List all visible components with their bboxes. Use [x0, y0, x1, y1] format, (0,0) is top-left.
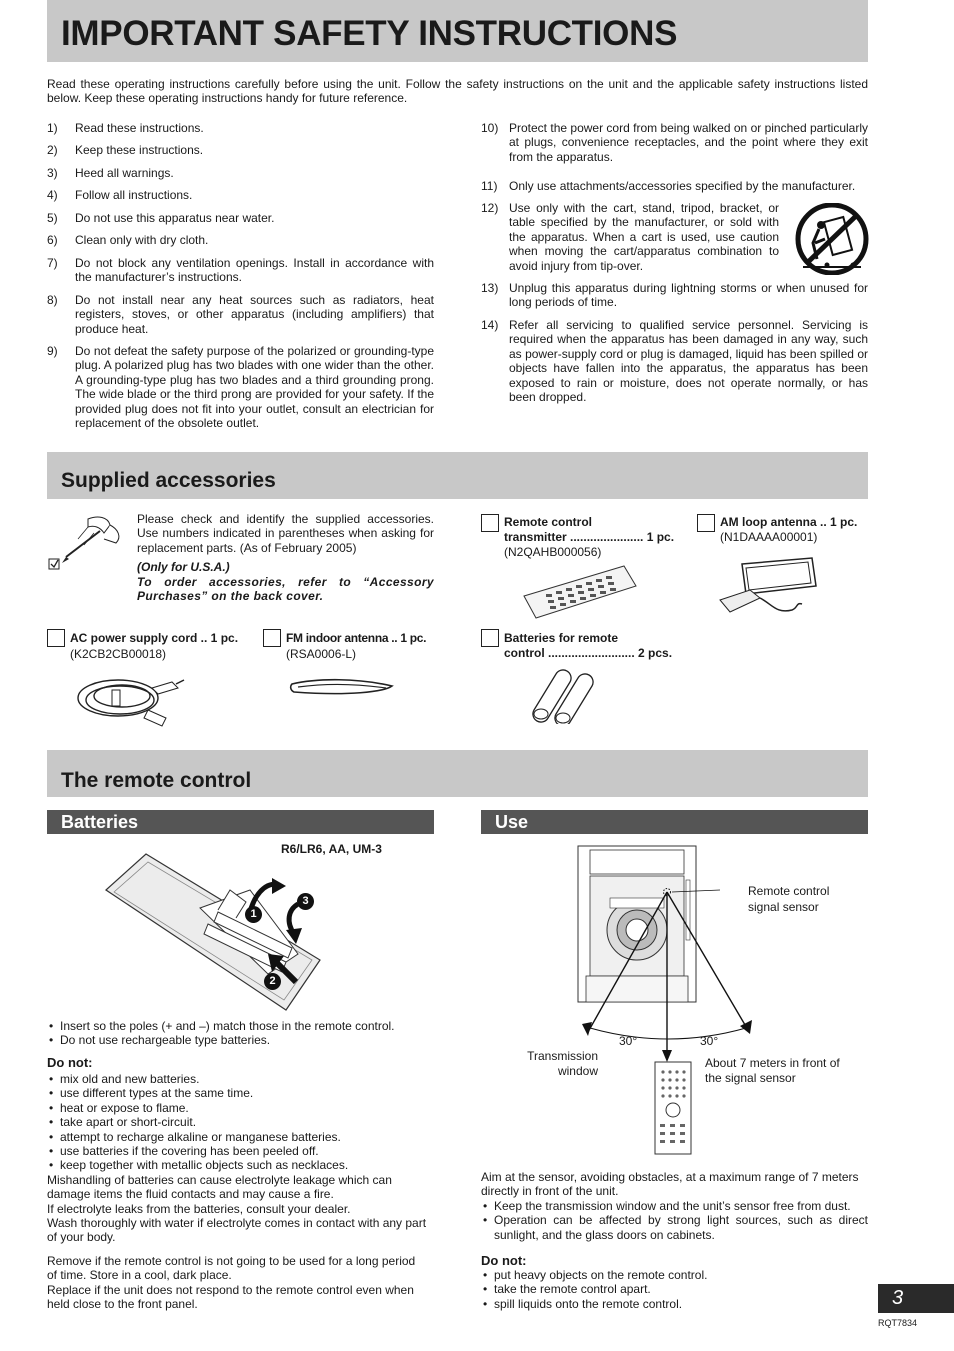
instruction-number: 6): [47, 233, 58, 247]
doc-code: RQT7834: [878, 1318, 918, 1328]
checkbox-ac-cord[interactable]: [47, 629, 65, 647]
use-bullet: • Keep the transmission window and the unit’s sensor free from dust.: [481, 1199, 868, 1213]
battery-bullet: • Do not use rechargeable type batteries.: [47, 1033, 434, 1047]
use-do-not-label: Do not:: [481, 1253, 527, 1268]
accessory-remote-line1: Remote control: [504, 515, 593, 529]
accessory-batteries-line1: Batteries for remote: [504, 631, 619, 645]
step-1-badge: 1: [245, 906, 262, 923]
title-bar: [47, 0, 868, 62]
pen-check-icon: [48, 513, 130, 571]
battery-dont: • attempt to recharge alkaline or manganese batteries.: [47, 1130, 434, 1144]
accessory-remote-part: (N2QAHB000056): [504, 545, 602, 559]
instruction-text: Keep these instructions.: [75, 143, 204, 157]
ac-cord-illustration: [72, 666, 192, 734]
instruction-number: 7): [47, 256, 58, 270]
instruction-number: 14): [481, 318, 499, 332]
page-title: IMPORTANT SAFETY INSTRUCTIONS: [61, 14, 678, 53]
step-2-badge: 2: [264, 973, 281, 990]
instruction-text: Do not defeat the safety purpose of the polarized or grounding-type plug. A polarized plug has two blades with one wider than the other. A grounding-type plug has two blades and a third grounding prong. The wide blade or the third prong are provided for your safety. If the provided plug does not fit into your outlet, consult an electrician for replacement of the obsolete outlet.: [75, 344, 434, 431]
instruction-number: 3): [47, 166, 58, 180]
angle-left-label: 30°: [619, 1034, 638, 1048]
battery-dont: • mix old and new batteries.: [47, 1072, 434, 1086]
use-subheading: Use: [481, 810, 868, 834]
page-number: 3: [892, 1287, 904, 1309]
fm-antenna-illustration: [288, 674, 398, 704]
window-label-1: Transmission: [527, 1049, 598, 1063]
intro-text: Read these operating instructions carefully before using the unit. Follow the safety instructions on the unit and the applicable safety instructions listed below. Keep these operating instructions handy for future reference.: [47, 77, 868, 106]
instruction-text: Use only with the cart, stand, tripod, bracket, or table specified by the manufacturer, or sold with the apparatus. When a cart is used, use caution when moving the cart/apparatus combination to avoid injury from tip-over.: [509, 201, 779, 273]
instruction-text: Unplug this apparatus during lightning storms or when unused for long periods of time.: [509, 281, 868, 310]
unit-remote-diagram: [560, 840, 760, 1160]
battery-bullets: [47, 1019, 434, 1048]
battery-dont: • heat or expose to flame.: [47, 1101, 434, 1115]
accessories-note: Please check and identify the supplied accessories. Use numbers indicated in parentheses when asking for replacement parts. (As of February 2005): [137, 512, 434, 555]
accessory-am-line1: AM loop antenna .. 1 pc.: [720, 515, 858, 529]
instruction-text: Protect the power cord from being walked on or pinched particularly at plugs, convenience receptacles, and the point where they exit from the apparatus.: [509, 121, 868, 164]
accessories-heading: Supplied accessories: [61, 469, 276, 492]
remote-illustration: [520, 562, 640, 620]
instruction-number: 4): [47, 188, 58, 202]
accessory-ac-part: (K2CB2CB00018): [70, 647, 167, 661]
page-number-tab: [878, 1284, 954, 1313]
instruction-number: 11): [481, 179, 498, 193]
replace-text: Replace if the unit does not respond to the remote control even when held close to the front panel.: [47, 1283, 414, 1312]
accessory-fm-part: (RSA0006-L): [286, 647, 357, 661]
instruction-text: Clean only with dry cloth.: [75, 233, 209, 247]
instruction-number: 8): [47, 293, 58, 307]
use-dont: • spill liquids onto the remote control.: [481, 1297, 868, 1311]
instruction-number: 2): [47, 143, 58, 157]
checkbox-batteries[interactable]: [481, 629, 499, 647]
sensor-label-2: signal sensor: [748, 900, 819, 914]
use-bullet: • Operation can be affected by strong light sources, such as direct sunlight, and the glass doors on cabinets.: [481, 1213, 868, 1242]
instruction-number: 12): [481, 201, 499, 215]
battery-install-illustration: [100, 850, 330, 1015]
instruction-text: Read these instructions.: [75, 121, 204, 135]
order-note: To order accessories, refer to “Accessory Purchases” on the back cover.: [137, 575, 434, 604]
battery-bullet: • Insert so the poles (+ and –) match those in the remote control.: [47, 1019, 434, 1033]
use-dont: • take the remote control apart.: [481, 1282, 868, 1296]
checkbox-am-antenna[interactable]: [697, 514, 715, 532]
leak-text: If electrolyte leaks from the batteries, consult your dealer.: [47, 1202, 351, 1216]
distance-label-1: About 7 meters in front of: [705, 1056, 840, 1070]
use-donts: [481, 1268, 868, 1311]
usa-note: (Only for U.S.A.): [137, 560, 230, 574]
battery-dont: • use different types at the same time.: [47, 1086, 434, 1100]
battery-donts: [47, 1072, 434, 1173]
instruction-number: 5): [47, 211, 58, 225]
accessory-am-part: (N1DAAAA00001): [720, 530, 818, 544]
distance-label-2: the signal sensor: [705, 1071, 796, 1085]
instruction-text: Heed all warnings.: [75, 166, 174, 180]
instruction-number: 1): [47, 121, 58, 135]
use-bullets: [481, 1199, 868, 1242]
remote-control-bar: [47, 750, 868, 797]
batteries-subheading: Batteries: [47, 810, 434, 834]
instruction-number: 9): [47, 344, 58, 358]
instruction-text: Do not use this apparatus near water.: [75, 211, 275, 225]
accessory-batteries-line2: control .......................... 2 pcs.: [504, 646, 673, 660]
use-dont: • put heavy objects on the remote control.: [481, 1268, 868, 1282]
mishandling-text: Mishandling of batteries can cause electrolyte leakage which can damage items the fluid contacts and may cause a fire.: [47, 1173, 392, 1202]
instruction-number: 10): [481, 121, 499, 135]
accessories-bar: [47, 452, 868, 499]
sensor-label-1: Remote control: [748, 884, 830, 898]
instruction-text: Follow all instructions.: [75, 188, 193, 202]
instruction-text: Only use attachments/accessories specified by the manufacturer.: [509, 179, 856, 193]
window-label-2: window: [557, 1064, 598, 1078]
wash-text: Wash thoroughly with water if electrolyte comes in contact with any part of your body.: [47, 1216, 427, 1245]
checkbox-remote[interactable]: [481, 514, 499, 532]
angle-right-label: 30°: [700, 1034, 719, 1048]
instruction-text: Do not block any ventilation openings. Install in accordance with the manufacturer’s instructions.: [75, 256, 434, 285]
instruction-text: Refer all servicing to qualified service personnel. Servicing is required when the apparatus has been damaged in any way, such as power-supply cord or plug is damaged, liquid has been spilled or objects have fallen into the apparatus, the apparatus has been exposed to rain or moisture, does not operate normally, or has been dropped.: [509, 318, 868, 405]
aim-text: Aim at the sensor, avoiding obstacles, at a maximum range of 7 meters directly in front of the unit.: [481, 1170, 859, 1199]
checkbox-fm-antenna[interactable]: [263, 629, 281, 647]
battery-dont: • keep together with metallic objects such as necklaces.: [47, 1158, 434, 1172]
accessory-remote-line2: transmitter ...................... 1 pc.: [504, 530, 675, 544]
battery-dont: • use batteries if the covering has been peeled off.: [47, 1144, 434, 1158]
batteries-illustration: [526, 666, 610, 724]
accessory-ac-line1: AC power supply cord .. 1 pc.: [70, 631, 239, 645]
instruction-number: 13): [481, 281, 499, 295]
battery-dont: • take apart or short-circuit.: [47, 1115, 434, 1129]
batteries-do-not-label: Do not:: [47, 1055, 93, 1070]
step-3-badge: 3: [297, 893, 314, 910]
instruction-text: Do not install near any heat sources such as radiators, heat registers, stoves, or other apparatus (including amplifiers) that produce heat.: [75, 293, 434, 336]
battery-type-label: R6/LR6, AA, UM-3: [281, 842, 382, 856]
am-loop-antenna-illustration: [716, 556, 822, 620]
remote-control-heading: The remote control: [61, 769, 252, 792]
remove-text: Remove if the remote control is not going to be used for a long period of time. Store in a cool, dark place.: [47, 1254, 416, 1283]
cart-tipover-icon: [795, 203, 869, 275]
accessory-fm-line1: FM indoor antenna .. 1 pc.: [286, 631, 427, 645]
